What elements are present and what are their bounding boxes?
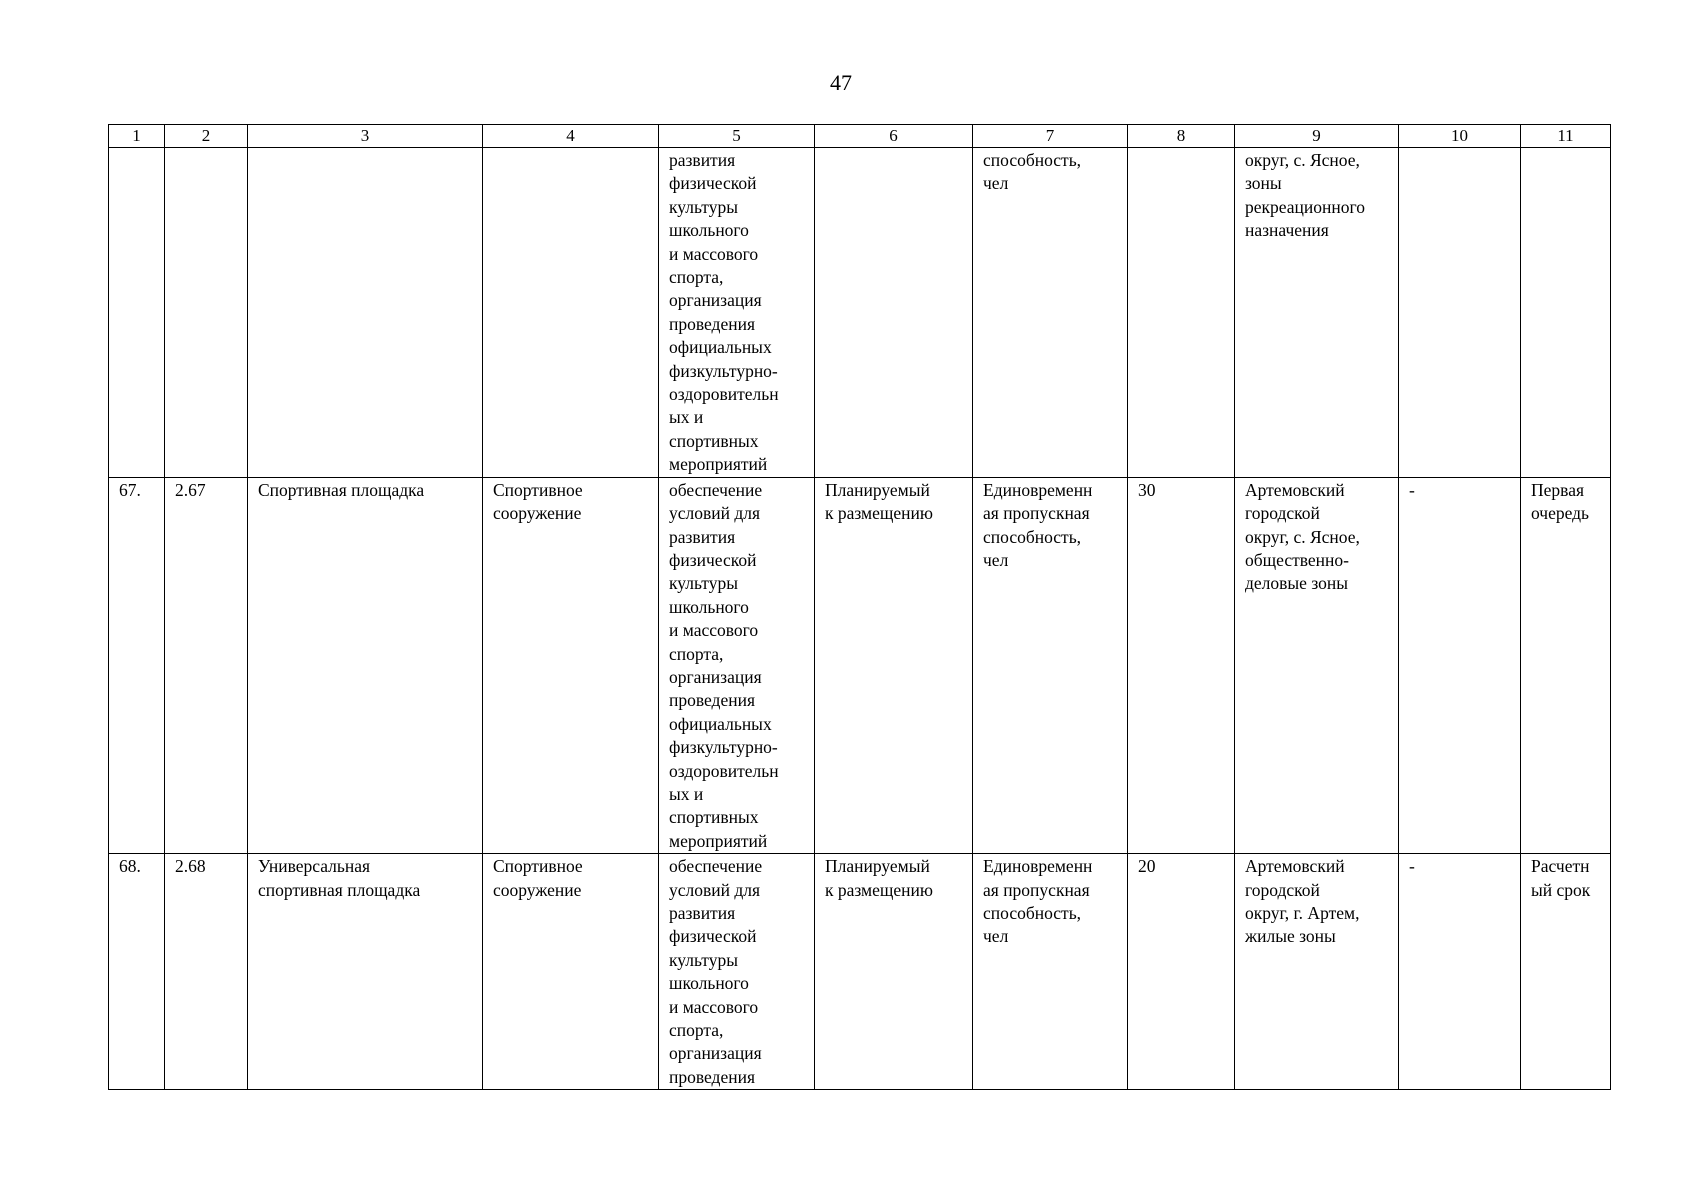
- location-cell: Артемовский городской округ, с. Ясное, общественно- деловые зоны: [1235, 477, 1399, 854]
- object-type-cell: Спортивное сооружение: [483, 477, 659, 854]
- location-cell: Артемовский городской округ, г. Артем, жилые зоны: [1235, 854, 1399, 1090]
- object-name-cell: Универсальная спортивная площадка: [248, 854, 483, 1090]
- purpose-cell: обеспечение условий для развития физической культуры школьного и массового спорта, организация проведения: [659, 854, 815, 1090]
- header-col-3: 3: [248, 125, 483, 148]
- header-col-9: 9: [1235, 125, 1399, 148]
- page-number: 47: [830, 70, 852, 95]
- code-cell: 2.67: [165, 477, 248, 854]
- header-col-4: 4: [483, 125, 659, 148]
- purpose-cell: обеспечение условий для развития физической культуры школьного и массового спорта, организация проведения официальных физкультурно- оздоровительн ых и спортивных мероприятий: [659, 477, 815, 854]
- term-cell: Расчетн ый срок: [1521, 854, 1611, 1090]
- zone-cell: -: [1399, 854, 1521, 1090]
- row-number-cell: 68.: [109, 854, 165, 1090]
- value-cell: 30: [1128, 477, 1235, 854]
- header-col-2: 2: [165, 125, 248, 148]
- zone-cell: [1399, 148, 1521, 478]
- term-cell: [1521, 148, 1611, 478]
- code-cell: [165, 148, 248, 478]
- characteristic-cell: способность, чел: [973, 148, 1128, 478]
- object-type-cell: [483, 148, 659, 478]
- header-col-11: 11: [1521, 125, 1611, 148]
- document-table: [108, 124, 1611, 1090]
- value-cell: [1128, 148, 1235, 478]
- header-col-6: 6: [815, 125, 973, 148]
- code-cell: 2.68: [165, 854, 248, 1090]
- status-cell: Планируемый к размещению: [815, 854, 973, 1090]
- header-col-10: 10: [1399, 125, 1521, 148]
- header-col-5: 5: [659, 125, 815, 148]
- object-name-cell: [248, 148, 483, 478]
- table-row: [109, 477, 1611, 854]
- table-row: [109, 148, 1611, 478]
- status-cell: [815, 148, 973, 478]
- header-col-7: 7: [973, 125, 1128, 148]
- row-number-cell: 67.: [109, 477, 165, 854]
- header-row: [109, 125, 1611, 148]
- location-cell: округ, с. Ясное, зоны рекреационного назначения: [1235, 148, 1399, 478]
- status-cell: Планируемый к размещению: [815, 477, 973, 854]
- header-col-1: 1: [109, 125, 165, 148]
- table-row: [109, 854, 1611, 1090]
- object-type-cell: Спортивное сооружение: [483, 854, 659, 1090]
- header-col-8: 8: [1128, 125, 1235, 148]
- zone-cell: -: [1399, 477, 1521, 854]
- row-number-cell: [109, 148, 165, 478]
- characteristic-cell: Единовременн ая пропускная способность, чел: [973, 477, 1128, 854]
- characteristic-cell: Единовременн ая пропускная способность, чел: [973, 854, 1128, 1090]
- purpose-cell: развития физической культуры школьного и массового спорта, организация проведения официальных физкультурно- оздоровительн ых и спортивных мероприятий: [659, 148, 815, 478]
- value-cell: 20: [1128, 854, 1235, 1090]
- term-cell: Первая очередь: [1521, 477, 1611, 854]
- object-name-cell: Спортивная площадка: [248, 477, 483, 854]
